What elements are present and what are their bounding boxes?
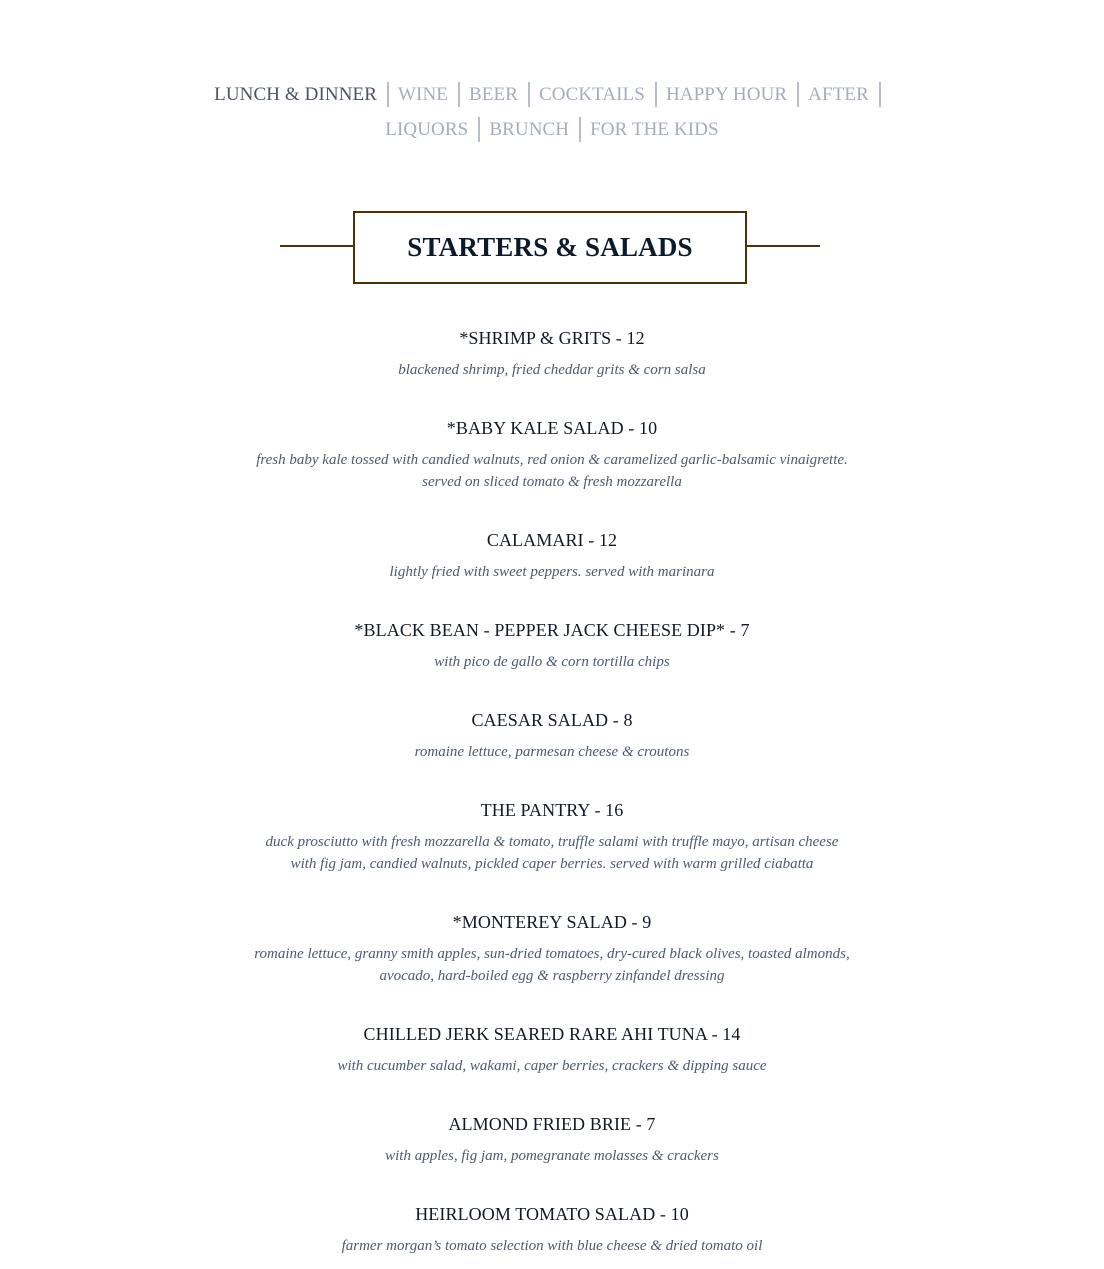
menu-item-name: *MONTEREY SALAD - 9 [452, 912, 652, 932]
nav-separator [879, 82, 881, 107]
menu-items-list [0, 326, 1104, 1257]
menu-item-description [0, 943, 1104, 987]
menu-item-description-line: romaine lettuce, granny smith apples, sun-dried tomatoes, dry-cured black olives, toasted almonds, [254, 946, 850, 962]
menu-item-name: *BLACK BEAN - PEPPER JACK CHEESE DIP* - 7 [354, 620, 750, 640]
nav-separator [528, 82, 530, 107]
menu-item [0, 1022, 1104, 1077]
menu-item-description-line: with pico de gallo & corn tortilla chips [434, 654, 670, 670]
nav-separator [458, 82, 460, 107]
menu-item-name: CHILLED JERK SEARED RARE AHI TUNA - 14 [363, 1024, 741, 1044]
menu-item-name: CALAMARI - 12 [486, 530, 618, 550]
section-header [280, 211, 820, 283]
menu-item-description [0, 561, 1104, 583]
nav-separator [655, 82, 657, 107]
menu-item [0, 528, 1104, 583]
menu-item-description [0, 831, 1104, 875]
nav-link-for-the-kids[interactable]: FOR THE KIDS [590, 119, 719, 140]
menu-item-description-line: with cucumber salad, wakami, caper berries, crackers & dipping sauce [337, 1058, 767, 1074]
menu-item-description [0, 651, 1104, 673]
menu-item-description-line: fresh baby kale tossed with candied walnuts, red onion & caramelized garlic-balsamic vinaigrette. [256, 452, 848, 468]
menu-item-description [0, 741, 1104, 763]
menu-item-description-line: avocado, hard-boiled egg & raspberry zinfandel dressing [379, 968, 725, 984]
menu-item-name: *BABY KALE SALAD - 10 [446, 418, 658, 438]
menu-item [0, 1202, 1104, 1257]
menu-item-description-line: farmer morgan’s tomato selection with blue cheese & dried tomato oil [341, 1238, 763, 1254]
nav-separator [579, 117, 581, 142]
menu-item [0, 798, 1104, 875]
menu-nav-row-1 [0, 82, 1104, 108]
menu-item-description [0, 1145, 1104, 1167]
nav-link-after[interactable]: AFTER [808, 84, 869, 105]
menu-item-description-line: with fig jam, candied walnuts, pickled caper berries. served with warm grilled ciabatta [290, 856, 814, 872]
menu-item [0, 1112, 1104, 1167]
menu-item-description-line: with apples, fig jam, pomegranate molasses & crackers [385, 1148, 719, 1164]
menu-item-name: CAESAR SALAD - 8 [471, 710, 633, 730]
menu-item-name: HEIRLOOM TOMATO SALAD - 10 [415, 1204, 689, 1224]
nav-link-brunch[interactable]: BRUNCH [489, 119, 570, 140]
title-rule-right [747, 245, 820, 247]
menu-item [0, 618, 1104, 673]
menu-item [0, 708, 1104, 763]
section-title-box [353, 211, 747, 284]
nav-separator [387, 82, 389, 107]
menu-item-description-line: blackened shrimp, fried cheddar grits & corn salsa [398, 362, 706, 378]
section-title: STARTERS & SALADS [407, 232, 693, 262]
menu-nav-row-2 [0, 117, 1104, 143]
menu-item-description-line: duck prosciutto with fresh mozzarella & tomato, truffle salami with truffle mayo, artisan cheese [265, 834, 839, 850]
nav-link-liquors[interactable]: LIQUORS [385, 119, 469, 140]
menu-item [0, 416, 1104, 493]
nav-separator [478, 117, 480, 142]
menu-item [0, 910, 1104, 987]
nav-link-cocktails[interactable]: COCKTAILS [538, 84, 645, 105]
nav-link-lunch-dinner[interactable]: LUNCH & DINNER [214, 84, 378, 105]
menu-item-description [0, 449, 1104, 493]
nav-link-happy-hour[interactable]: HAPPY HOUR [665, 84, 788, 105]
nav-link-beer[interactable]: BEER [469, 84, 518, 105]
menu-item-description [0, 1235, 1104, 1257]
nav-separator [797, 82, 799, 107]
title-rule-left [280, 245, 353, 247]
menu-item-description-line: romaine lettuce, parmesan cheese & croutons [414, 744, 690, 760]
menu-item-name: ALMOND FRIED BRIE - 7 [448, 1114, 656, 1134]
nav-link-wine[interactable]: WINE [398, 84, 449, 105]
menu-item-description [0, 359, 1104, 381]
menu-item-name: *SHRIMP & GRITS - 12 [459, 328, 645, 348]
menu-item-description [0, 1055, 1104, 1077]
menu-item-description-line: lightly fried with sweet peppers. served with marinara [389, 564, 715, 580]
menu-item-name: THE PANTRY - 16 [480, 800, 624, 820]
menu-item [0, 326, 1104, 381]
menu-item-description-line: served on sliced tomato & fresh mozzarella [422, 474, 682, 490]
